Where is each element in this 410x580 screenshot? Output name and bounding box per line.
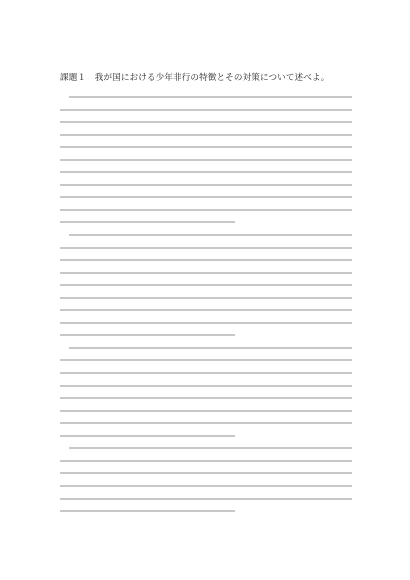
- text-line-placeholder: [60, 284, 352, 286]
- text-line-placeholder: [60, 435, 235, 437]
- text-line-placeholder: [60, 485, 352, 487]
- text-line-placeholder: [60, 272, 352, 274]
- text-line-placeholder: [69, 96, 352, 98]
- text-line-placeholder: [60, 359, 352, 361]
- paragraph: [60, 234, 352, 336]
- text-line-placeholder: [60, 184, 352, 186]
- text-line-placeholder: [60, 247, 352, 249]
- paragraph: [60, 96, 352, 223]
- text-line-placeholder: [69, 234, 352, 236]
- paragraph: [60, 347, 352, 437]
- document-body: [60, 96, 352, 523]
- text-line-placeholder: [60, 422, 352, 424]
- text-line-placeholder: [60, 498, 352, 500]
- text-line-placeholder: [60, 209, 352, 211]
- text-line-placeholder: [69, 347, 352, 349]
- assignment-heading: 課題１ 我が国における少年非行の特徴とその対策について述べよ。: [60, 73, 330, 83]
- text-line-placeholder: [60, 460, 352, 462]
- text-line-placeholder: [60, 397, 352, 399]
- text-line-placeholder: [60, 472, 352, 474]
- text-line-placeholder: [60, 221, 235, 223]
- text-line-placeholder: [60, 121, 352, 123]
- text-line-placeholder: [60, 372, 352, 374]
- text-line-placeholder: [60, 334, 235, 336]
- text-line-placeholder: [60, 309, 352, 311]
- text-line-placeholder: [69, 447, 352, 449]
- text-line-placeholder: [60, 510, 235, 512]
- text-line-placeholder: [60, 322, 352, 324]
- paragraph: [60, 447, 352, 512]
- text-line-placeholder: [60, 146, 352, 148]
- text-line-placeholder: [60, 171, 352, 173]
- text-line-placeholder: [60, 196, 352, 198]
- text-line-placeholder: [60, 259, 352, 261]
- text-line-placeholder: [60, 159, 352, 161]
- text-line-placeholder: [60, 297, 352, 299]
- text-line-placeholder: [60, 385, 352, 387]
- text-line-placeholder: [60, 410, 352, 412]
- text-line-placeholder: [60, 134, 352, 136]
- text-line-placeholder: [60, 109, 352, 111]
